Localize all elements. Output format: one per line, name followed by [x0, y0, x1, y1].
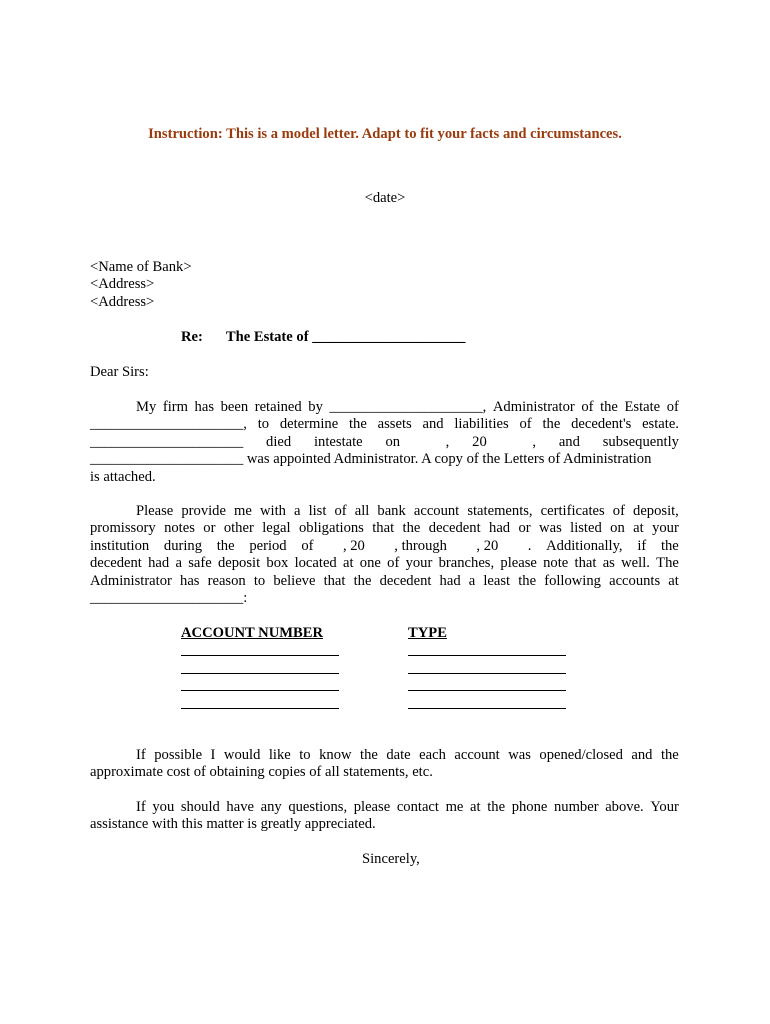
word: me [445, 799, 464, 815]
word: decedent [90, 555, 142, 572]
re-line [181, 329, 465, 346]
word: that [574, 555, 597, 572]
word: liabilities [454, 416, 509, 433]
word: that [372, 520, 395, 537]
paragraph-line: _____________________ was appointed Administrator. A copy of the Letters of Administration [90, 451, 652, 468]
word: or [203, 520, 216, 537]
justified-line [136, 799, 679, 816]
word: located [294, 555, 337, 572]
word: Additionally, [546, 537, 623, 554]
word: _____________________, [329, 399, 487, 415]
word: If [136, 747, 146, 763]
justified-line [136, 503, 679, 520]
word: of [387, 555, 400, 572]
word: had [439, 572, 461, 589]
word: each [419, 747, 446, 763]
word: of [519, 416, 532, 433]
word: , [445, 433, 450, 450]
word: retained [254, 399, 302, 415]
word: been [220, 399, 249, 415]
word: If [136, 799, 146, 815]
word: at [470, 799, 481, 815]
word: you [152, 799, 175, 815]
word: The [656, 555, 679, 572]
word: least [483, 572, 511, 589]
word: a [294, 503, 301, 519]
word: had [148, 555, 170, 572]
word: of [666, 399, 679, 415]
word: accounts [609, 572, 661, 589]
closing: Sincerely, [362, 851, 420, 867]
word: of [334, 503, 347, 519]
account-number-blank-line [181, 708, 339, 709]
word: account [454, 747, 500, 763]
word: and [558, 433, 580, 450]
word: phone [511, 799, 548, 815]
word: the [349, 416, 367, 433]
word: , 20 [342, 537, 365, 554]
word: of [581, 399, 594, 415]
word: _____________________ [90, 433, 244, 450]
paragraph-request [90, 503, 679, 607]
word: assets [377, 416, 412, 433]
word: as [602, 555, 615, 572]
word: was [508, 747, 531, 763]
word: possible [154, 747, 203, 763]
word: to [299, 747, 311, 763]
salutation: Dear Sirs: [90, 364, 149, 380]
justified-line [136, 399, 679, 416]
word: decedent's [571, 416, 632, 433]
word: the [542, 416, 561, 433]
word: , [532, 433, 537, 450]
word: reason [207, 572, 246, 589]
word: of [612, 503, 625, 519]
word: and [631, 747, 653, 763]
word: was [539, 520, 562, 537]
word: a [175, 555, 182, 572]
word: promissory [90, 520, 156, 537]
letter-date: <date> [364, 190, 406, 206]
word: number [553, 799, 599, 815]
word: above. [605, 799, 644, 815]
word: with [259, 503, 286, 519]
justified-line [90, 434, 679, 451]
word: at [668, 572, 679, 589]
word: by [308, 399, 323, 415]
word: _____________________, [90, 416, 247, 433]
instruction-note: Instruction: This is a model letter. Adapt to fit your facts and circumstances. [148, 126, 622, 142]
word: Estate [624, 399, 661, 415]
bank-name: <Name of Bank> [90, 259, 192, 275]
word: at [342, 555, 354, 572]
word: that [323, 572, 346, 589]
word: believe [273, 572, 316, 589]
word: branches, [438, 555, 495, 572]
account-number-blank-line [181, 690, 339, 691]
word: during [163, 537, 203, 554]
word: your [405, 555, 433, 572]
word: other [223, 520, 254, 537]
justified-line [90, 573, 679, 590]
paragraph-line: is attached. [90, 468, 156, 485]
word: has [194, 399, 215, 415]
word: know [319, 747, 352, 763]
justified-line [136, 747, 679, 764]
type-blank-line [408, 708, 566, 709]
word: questions, [288, 799, 348, 815]
word: the [353, 572, 372, 589]
word: intestate [314, 433, 363, 450]
word: the [216, 537, 235, 554]
word: to [253, 572, 266, 589]
word: statements, [467, 503, 533, 519]
word: safe [188, 555, 212, 572]
word: period [249, 537, 287, 554]
word: decedent [379, 572, 432, 589]
word: like [268, 747, 291, 763]
word: I [210, 747, 216, 763]
word: died [266, 433, 292, 450]
account-number-blank-line [181, 673, 339, 674]
word: the [660, 537, 679, 554]
word: have [226, 799, 254, 815]
word: at [633, 520, 644, 537]
paragraph-questions [90, 799, 679, 834]
word: deposit, [633, 503, 679, 519]
word: estate. [642, 416, 679, 433]
word: provide [181, 503, 226, 519]
word: or [518, 520, 531, 537]
word: account [413, 503, 460, 519]
justified-line [90, 520, 679, 537]
word: had [489, 520, 511, 537]
justified-line [90, 555, 679, 572]
word: institution [90, 537, 150, 554]
account-number-blank-line [181, 655, 339, 656]
type-blank-line [408, 690, 566, 691]
address-line-1: <Address> [90, 276, 155, 293]
word: any [260, 799, 282, 815]
word: the [518, 572, 537, 589]
word: Your [650, 799, 679, 815]
word: on [385, 433, 401, 450]
word: , 20 [476, 537, 499, 554]
word: . [527, 537, 532, 554]
word: please [353, 799, 391, 815]
word: obligations [298, 520, 364, 537]
word: box [266, 555, 289, 572]
word: listed [570, 520, 602, 537]
word: contact [396, 799, 439, 815]
word: bank [377, 503, 406, 519]
word: 20 [472, 433, 487, 450]
word: has [180, 572, 200, 589]
word: date [386, 747, 411, 763]
word: on [610, 520, 625, 537]
paragraph-retained [90, 399, 679, 486]
word: the [487, 799, 506, 815]
word: list [308, 503, 327, 519]
word: subsequently [602, 433, 679, 450]
re-label: Re: [181, 329, 203, 345]
paragraph-line: approximate cost of obtaining copies of all statements, etc. [90, 764, 433, 781]
word: your [652, 520, 679, 537]
word: the [402, 520, 421, 537]
word: deposit [217, 555, 261, 572]
account-number-header: ACCOUNT NUMBER [181, 625, 324, 641]
address-line-2: <Address> [90, 293, 155, 310]
word: the [660, 747, 679, 763]
paragraph-line: assistance with this matter is greatly appreciated. [90, 816, 376, 833]
word: and [422, 416, 444, 433]
word: the [360, 747, 378, 763]
paragraph-dates [90, 747, 679, 782]
justified-line [90, 416, 679, 433]
word: if [637, 537, 647, 554]
word: to [257, 416, 270, 433]
word: a [468, 572, 476, 589]
word: one [359, 555, 381, 572]
word: legal [262, 520, 291, 537]
word: certificates [540, 503, 605, 519]
word: , through [394, 537, 447, 554]
word: Administrator [90, 572, 172, 589]
word: determine [279, 416, 339, 433]
word: me [234, 503, 252, 519]
type-blank-line [408, 673, 566, 674]
word: note [543, 555, 569, 572]
word: would [223, 747, 261, 763]
re-subject: The Estate of _____________________ [225, 329, 466, 345]
word: all [354, 503, 370, 519]
paragraph-line: _____________________: [90, 589, 248, 606]
word: well. [621, 555, 650, 572]
word: the [600, 399, 618, 415]
word: My [136, 399, 157, 415]
word: following [544, 572, 601, 589]
justified-line [90, 538, 679, 555]
word: notes [164, 520, 195, 537]
recipient-address-block [90, 259, 192, 311]
word: please [500, 555, 537, 572]
word: of [301, 537, 314, 554]
type-blank-line [408, 655, 566, 656]
word: should [180, 799, 220, 815]
type-header: TYPE [408, 625, 447, 641]
word: Please [136, 503, 174, 519]
word: decedent [428, 520, 481, 537]
word: Administrator [492, 399, 575, 415]
word: opened/closed [539, 747, 623, 763]
word: firm [162, 399, 188, 415]
